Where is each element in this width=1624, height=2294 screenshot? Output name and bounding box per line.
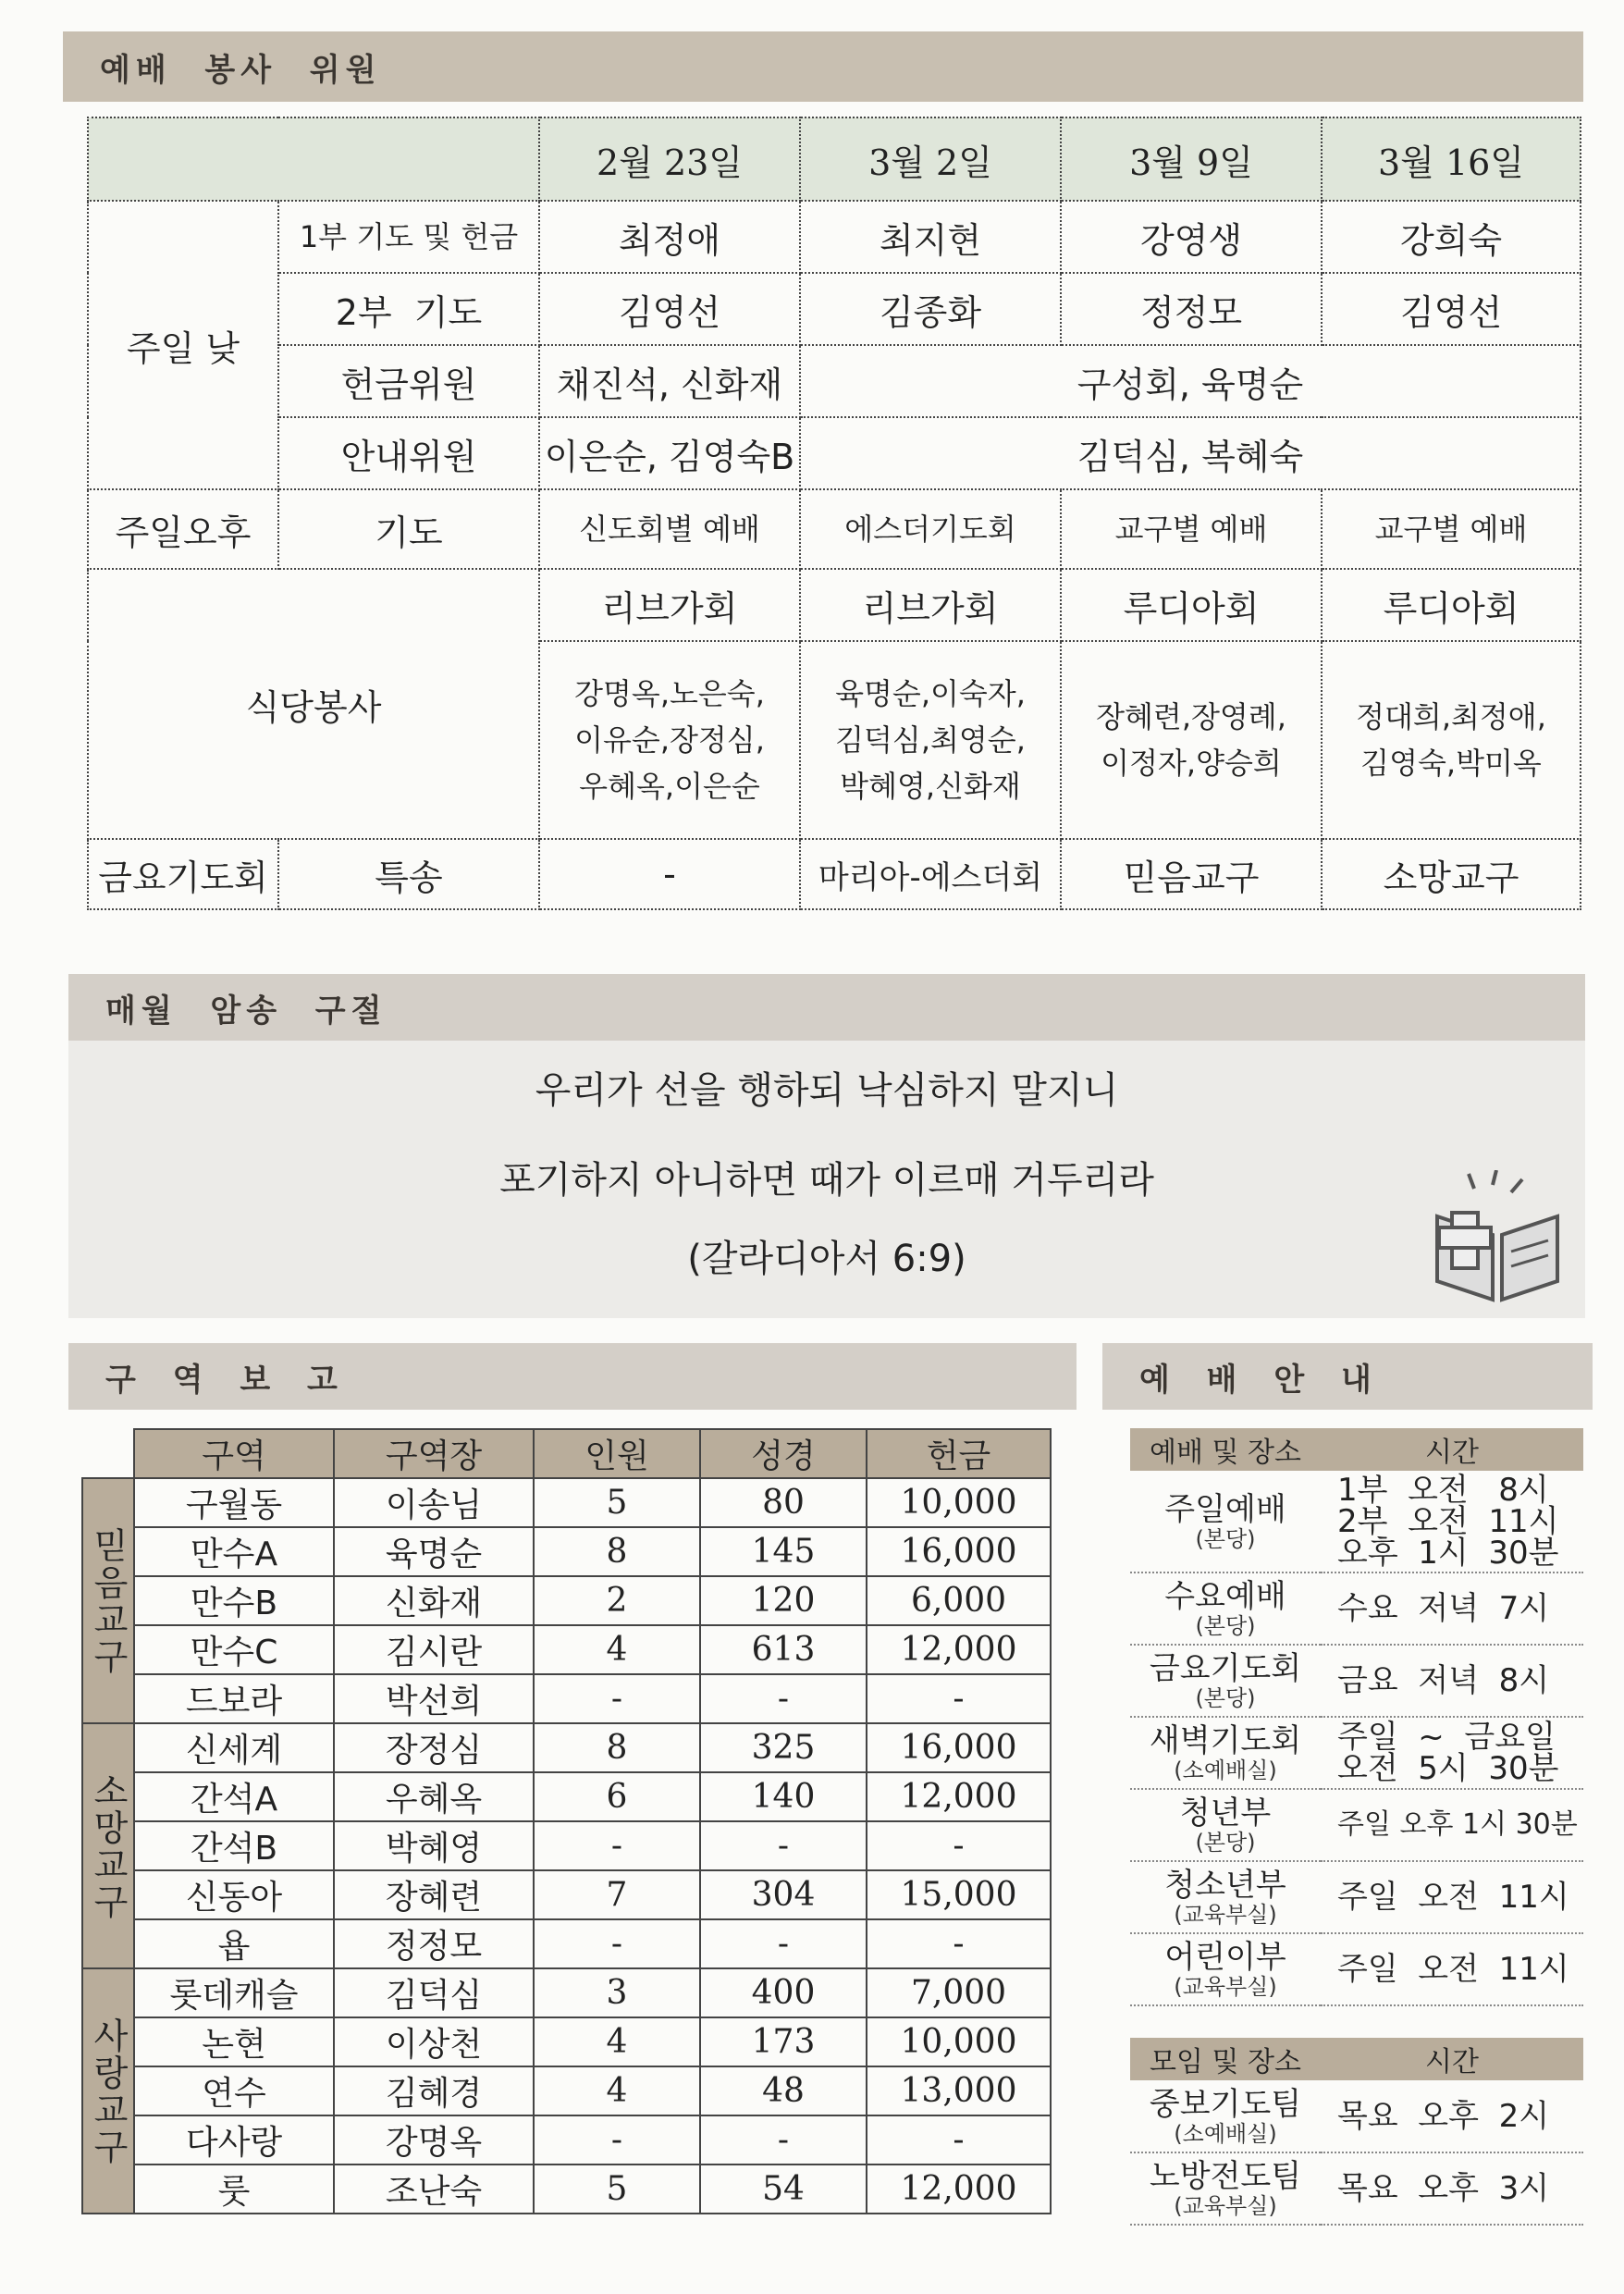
district-label: 믿음교구	[82, 1478, 134, 1723]
area-cell: 만수B	[134, 1576, 334, 1625]
leader-cell: 김혜경	[334, 2066, 534, 2115]
offering-cell: 15,000	[867, 1870, 1051, 1919]
service-place: (교육부실)	[1174, 1902, 1277, 1928]
service-time-line: 목요 오후 3시	[1337, 2170, 1550, 2207]
leader-cell: 장혜련	[334, 1870, 534, 1919]
table-row	[82, 2115, 1051, 2164]
bible-cell: 173	[700, 2017, 867, 2066]
area-cell: 신세계	[134, 1723, 334, 1772]
service-time-cell	[1321, 2080, 1583, 2152]
date-header: 3월 2일	[800, 117, 1061, 201]
attendance-cell: -	[534, 1674, 700, 1723]
service-name-cell	[1130, 1572, 1321, 1645]
attendance-cell: 3	[534, 1968, 700, 2017]
service-time-line: 주일 오전 11시	[1337, 1879, 1569, 1916]
member-line: 김덕심,최영순,	[835, 722, 1026, 758]
table-row	[82, 1821, 1051, 1870]
group-name: 루디아회	[1061, 569, 1322, 641]
group-label-sunday-pm: 주일오후	[88, 489, 278, 569]
service-time-cell	[1321, 1572, 1583, 1645]
service-name-cell	[1130, 1789, 1321, 1861]
area-cell: 간석A	[134, 1772, 334, 1821]
table-row	[82, 2017, 1051, 2066]
table-row	[82, 1625, 1051, 1674]
attendance-cell: 2	[534, 1576, 700, 1625]
column-header: 시간	[1321, 1428, 1583, 1471]
leader-cell: 조난숙	[334, 2164, 534, 2214]
bible-cell: -	[700, 1821, 867, 1870]
schedule-row	[1130, 2080, 1583, 2152]
role-label: 기도	[278, 489, 539, 569]
role-label: 2부 기도	[278, 273, 539, 345]
area-cell: 다사랑	[134, 2115, 334, 2164]
service-name: 금요기도회	[1149, 1650, 1302, 1687]
member-line: 우혜옥,이은순	[579, 769, 760, 804]
member-list	[1061, 641, 1322, 839]
memory-verse-box	[68, 1041, 1585, 1318]
schedule-row	[1130, 1471, 1583, 1572]
cell-value: 최정애	[539, 201, 800, 273]
service-place: (본당)	[1195, 1613, 1256, 1639]
offering-cell: 13,000	[867, 2066, 1051, 2115]
section-header-district-report	[68, 1343, 1077, 1410]
member-line: 정대희,최정애,	[1356, 699, 1546, 734]
table-row	[82, 1772, 1051, 1821]
table-row	[82, 1478, 1051, 1527]
cell-value: 강영생	[1061, 201, 1322, 273]
bible-cell: 54	[700, 2164, 867, 2214]
cell-value-merged: 구성회, 육명순	[800, 345, 1581, 417]
section-header-memory-verse	[68, 974, 1585, 1041]
bible-cell: 120	[700, 1576, 867, 1625]
service-time-cell	[1321, 1789, 1583, 1861]
bible-cell: 80	[700, 1478, 867, 1527]
group-name: 리브가회	[539, 569, 800, 641]
service-place: (본당)	[1195, 1685, 1256, 1711]
column-header: 모임 및 장소	[1130, 2038, 1321, 2080]
area-cell: 룻	[134, 2164, 334, 2214]
service-name: 중보기도팀	[1149, 2085, 1302, 2123]
attendance-cell: 4	[534, 1625, 700, 1674]
offering-cell: -	[867, 2115, 1051, 2164]
cell-value: 이은순, 김영숙B	[539, 417, 800, 489]
section-header-worship-guide	[1102, 1343, 1593, 1410]
district-label: 소망교구	[82, 1723, 134, 1968]
service-name: 청년부	[1179, 1794, 1272, 1832]
cell-value: 믿음교구	[1061, 839, 1322, 909]
cell-value: 최지현	[800, 201, 1061, 273]
cell-value: 강희숙	[1322, 201, 1581, 273]
table-row	[82, 2164, 1051, 2214]
service-time-line: 수요 저녁 7시	[1337, 1590, 1550, 1627]
bible-cell: 400	[700, 1968, 867, 2017]
area-cell: 간석B	[134, 1821, 334, 1870]
service-time-line: 주일 오후 1시 30분	[1337, 1808, 1578, 1841]
member-list	[1322, 641, 1581, 839]
service-name-cell	[1130, 1471, 1321, 1572]
service-place: (본당)	[1195, 1525, 1256, 1552]
schedule-row	[1130, 1572, 1583, 1645]
attendance-cell: 4	[534, 2017, 700, 2066]
district-label: 사랑교구	[82, 1968, 134, 2214]
schedule-row	[1130, 1933, 1583, 2005]
group-name: 루디아회	[1322, 569, 1581, 641]
area-cell: 만수C	[134, 1625, 334, 1674]
table-row	[82, 1576, 1051, 1625]
section-title: 예배 봉사 위원	[100, 51, 382, 89]
table-row	[82, 1723, 1051, 1772]
service-time-line: 주일 오전 11시	[1337, 1951, 1569, 1988]
role-label: 안내위원	[278, 417, 539, 489]
section-title: 예 배 안 내	[1139, 1361, 1384, 1399]
section-title: 구 역 보 고	[105, 1361, 351, 1399]
leader-cell: 강명옥	[334, 2115, 534, 2164]
service-time-cell	[1321, 2152, 1583, 2225]
service-name: 어린이부	[1164, 1939, 1286, 1976]
column-header: 시간	[1321, 2038, 1583, 2080]
area-cell: 연수	[134, 2066, 334, 2115]
section-title: 매월 암송 구절	[105, 992, 388, 1030]
cell-value: 정정모	[1061, 273, 1322, 345]
attendance-cell: 8	[534, 1527, 700, 1576]
cell-value: 교구별 예배	[1322, 489, 1581, 569]
offering-cell: 16,000	[867, 1527, 1051, 1576]
offering-cell: -	[867, 1919, 1051, 1968]
leader-cell: 박혜영	[334, 1821, 534, 1870]
area-cell: 욥	[134, 1919, 334, 1968]
bible-cell: -	[700, 1674, 867, 1723]
section-header-service-committee	[63, 31, 1583, 102]
bible-icon	[1419, 1170, 1576, 1309]
service-place: (본당)	[1195, 1830, 1256, 1856]
column-header: 헌금	[867, 1429, 1051, 1478]
leader-cell: 장정심	[334, 1723, 534, 1772]
table-row	[82, 1870, 1051, 1919]
offering-cell: -	[867, 1674, 1051, 1723]
bible-cell: 48	[700, 2066, 867, 2115]
schedule-row	[1130, 1789, 1583, 1861]
service-time-cell	[1321, 1471, 1583, 1572]
bible-cell: 613	[700, 1625, 867, 1674]
column-header: 성경	[700, 1429, 867, 1478]
cell-value: 마리아-에스더회	[800, 839, 1061, 909]
service-time-cell	[1321, 1645, 1583, 1717]
column-header: 구역장	[334, 1429, 534, 1478]
group-label-friday: 금요기도회	[88, 839, 278, 909]
service-time-line: 오전 5시 30분	[1337, 1750, 1559, 1787]
schedule-row	[1130, 1717, 1583, 1789]
offering-cell: 12,000	[867, 2164, 1051, 2214]
meeting-schedule-table	[1130, 2038, 1583, 2226]
member-line: 김영숙,박미옥	[1360, 746, 1542, 781]
schedule-row	[1130, 1645, 1583, 1717]
attendance-cell: 5	[534, 2164, 700, 2214]
service-place: (교육부실)	[1174, 2193, 1277, 2219]
worship-schedule-table	[1130, 1428, 1583, 2006]
attendance-cell: -	[534, 1919, 700, 1968]
blank-corner	[82, 1429, 134, 1478]
service-name-cell	[1130, 1933, 1321, 2005]
leader-cell: 김덕심	[334, 1968, 534, 2017]
leader-cell: 이송님	[334, 1478, 534, 1527]
column-header: 예배 및 장소	[1130, 1428, 1321, 1471]
cell-value: 신도회별 예배	[539, 489, 800, 569]
group-label-cafeteria: 식당봉사	[88, 569, 539, 839]
cell-value: 에스더기도회	[800, 489, 1061, 569]
attendance-cell: 6	[534, 1772, 700, 1821]
table-row	[82, 1674, 1051, 1723]
cell-value-merged: 김덕심, 복혜숙	[800, 417, 1581, 489]
table-row	[82, 1527, 1051, 1576]
service-place: (소예배실)	[1174, 1758, 1277, 1783]
offering-cell: 7,000	[867, 1968, 1051, 2017]
role-label: 1부 기도 및 헌금	[278, 201, 539, 273]
member-line: 이정자,양승희	[1101, 746, 1282, 781]
bible-cell: -	[700, 2115, 867, 2164]
cell-value: 김종화	[800, 273, 1061, 345]
service-time-line: 오후 1시 30분	[1337, 1534, 1559, 1572]
cell-value: 채진석, 신화재	[539, 345, 800, 417]
offering-cell: 6,000	[867, 1576, 1051, 1625]
header-corner	[88, 117, 539, 201]
attendance-cell: 4	[534, 2066, 700, 2115]
leader-cell: 육명순	[334, 1527, 534, 1576]
service-time-cell	[1321, 1933, 1583, 2005]
schedule-row	[1130, 2152, 1583, 2225]
member-line: 강명옥,노은숙,	[574, 676, 765, 711]
attendance-cell: -	[534, 1821, 700, 1870]
group-name: 리브가회	[800, 569, 1061, 641]
table-row	[82, 1968, 1051, 2017]
attendance-cell: 8	[534, 1723, 700, 1772]
cell-value: 김영선	[539, 273, 800, 345]
member-line: 장혜련,장영례,	[1096, 699, 1286, 734]
offering-cell: -	[867, 1821, 1051, 1870]
service-name-cell	[1130, 2152, 1321, 2225]
group-label-sunday-day: 주일 낮	[88, 201, 278, 489]
table-row	[82, 2066, 1051, 2115]
attendance-cell: 7	[534, 1870, 700, 1919]
attendance-cell: -	[534, 2115, 700, 2164]
cell-value: -	[539, 839, 800, 909]
leader-cell: 김시란	[334, 1625, 534, 1674]
offering-cell: 10,000	[867, 2017, 1051, 2066]
date-header: 2월 23일	[539, 117, 800, 201]
member-list	[800, 641, 1061, 839]
offering-cell: 16,000	[867, 1723, 1051, 1772]
role-label: 특송	[278, 839, 539, 909]
area-cell: 드보라	[134, 1674, 334, 1723]
service-time-line: 금요 저녁 8시	[1337, 1662, 1550, 1699]
cell-value: 소망교구	[1322, 839, 1581, 909]
attendance-cell: 5	[534, 1478, 700, 1527]
column-header: 인원	[534, 1429, 700, 1478]
area-cell: 구월동	[134, 1478, 334, 1527]
date-header: 3월 9일	[1061, 117, 1322, 201]
member-line: 이유순,장정심,	[574, 722, 765, 758]
service-name: 노방전도팀	[1149, 2158, 1302, 2195]
district-report-table	[81, 1428, 1052, 2214]
leader-cell: 신화재	[334, 1576, 534, 1625]
service-name-cell	[1130, 1861, 1321, 1933]
service-name-cell	[1130, 2080, 1321, 2152]
leader-cell: 박선희	[334, 1674, 534, 1723]
verse-reference: (갈라디아서 6:9)	[687, 1238, 966, 1280]
verse-line: 포기하지 아니하면 때가 이르매 거두리라	[499, 1159, 1154, 1202]
offering-cell: 12,000	[867, 1772, 1051, 1821]
offering-cell: 10,000	[867, 1478, 1051, 1527]
service-name: 청소년부	[1164, 1867, 1286, 1904]
service-committee-table	[87, 117, 1581, 910]
service-name-cell	[1130, 1645, 1321, 1717]
area-cell: 만수A	[134, 1527, 334, 1576]
area-cell: 신동아	[134, 1870, 334, 1919]
bible-cell: 140	[700, 1772, 867, 1821]
service-place: (소예배실)	[1174, 2120, 1277, 2147]
leader-cell: 우혜옥	[334, 1772, 534, 1821]
leader-cell: 이상천	[334, 2017, 534, 2066]
service-time-line: 목요 오후 2시	[1337, 2097, 1550, 2135]
service-name-cell	[1130, 1717, 1321, 1789]
member-list	[539, 641, 800, 839]
area-cell: 논현	[134, 2017, 334, 2066]
service-time-line: 1부 오전 8시	[1337, 1471, 1549, 1509]
schedule-row	[1130, 1861, 1583, 1933]
service-time-cell	[1321, 1717, 1583, 1789]
table-row	[82, 1919, 1051, 1968]
date-header: 3월 16일	[1322, 117, 1581, 201]
bible-cell: 304	[700, 1870, 867, 1919]
service-name: 새벽기도회	[1149, 1722, 1302, 1759]
area-cell: 롯데캐슬	[134, 1968, 334, 2017]
member-line: 박혜영,신화재	[840, 769, 1021, 804]
service-time-cell	[1321, 1861, 1583, 1933]
offering-cell: 12,000	[867, 1625, 1051, 1674]
cell-value: 김영선	[1322, 273, 1581, 345]
service-name: 수요예배	[1164, 1578, 1286, 1615]
bible-cell: 325	[700, 1723, 867, 1772]
service-time-line: 주일 ~ 금요일	[1337, 1719, 1556, 1756]
service-time-line: 2부 오전 11시	[1337, 1502, 1559, 1540]
service-place: (교육부실)	[1174, 1974, 1277, 2000]
verse-line: 우리가 선을 행하되 낙심하지 말지니	[535, 1069, 1119, 1112]
role-label: 헌금위원	[278, 345, 539, 417]
leader-cell: 정정모	[334, 1919, 534, 1968]
column-header: 구역	[134, 1429, 334, 1478]
cell-value: 교구별 예배	[1061, 489, 1322, 569]
service-name: 주일예배	[1164, 1490, 1286, 1528]
bible-cell: 145	[700, 1527, 867, 1576]
member-line: 육명순,이숙자,	[835, 676, 1026, 711]
bible-cell: -	[700, 1919, 867, 1968]
